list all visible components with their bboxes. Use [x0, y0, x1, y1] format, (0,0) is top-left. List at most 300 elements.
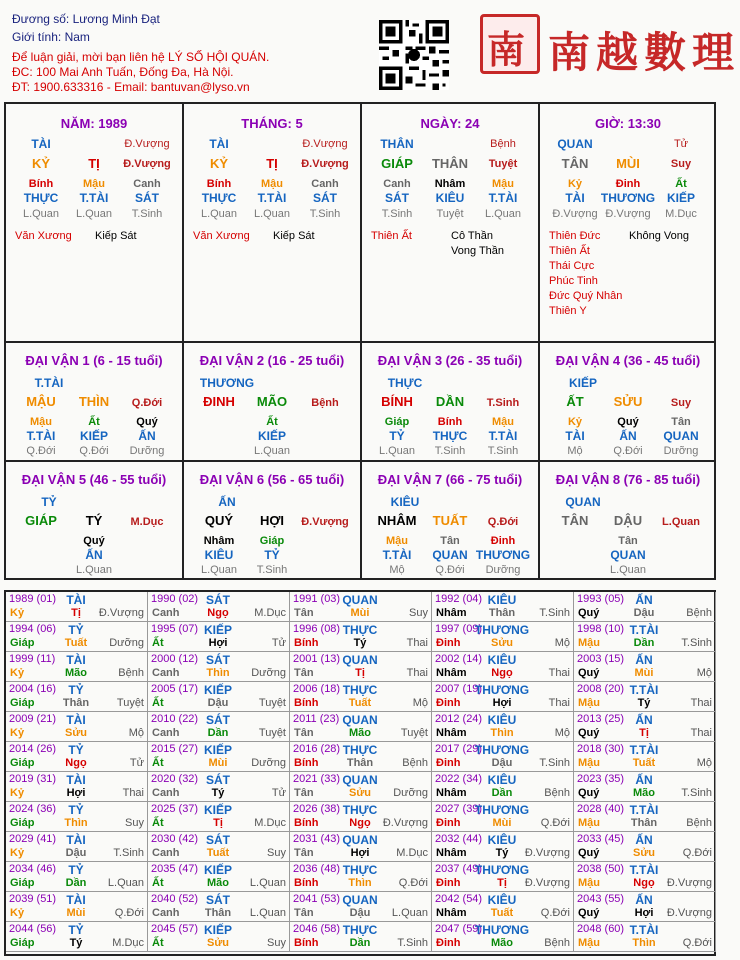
year-phase: Q.Đới — [682, 847, 712, 859]
row-divider — [4, 341, 716, 343]
hidden-phase: M.Dục — [665, 208, 697, 220]
year-chi: Tý — [69, 937, 83, 949]
year-chi: Thân — [488, 607, 516, 619]
year-cell — [290, 772, 432, 802]
year-label: 1999 (11) — [9, 653, 56, 665]
dai-van-hidden-god: ẤN — [619, 429, 637, 443]
year-label: 1990 (02) — [151, 593, 199, 605]
dai-van-hidden-can: Đinh — [490, 535, 516, 547]
year-can: Mậu — [578, 877, 600, 889]
dai-van-hidden-phase: L.Quan — [75, 564, 113, 576]
year-cell — [290, 892, 432, 922]
year-can: Giáp — [10, 697, 35, 709]
year-cell — [432, 712, 574, 742]
hidden-can: Bính — [206, 178, 232, 190]
year-chi: Mão — [491, 937, 513, 949]
dai-van-god: THƯƠNG — [199, 376, 255, 390]
year-cell — [148, 832, 290, 862]
year-god: THỰC — [342, 923, 378, 937]
year-chi: Ngọ — [65, 757, 87, 769]
year-can: Kỷ — [10, 607, 25, 619]
year-phase: M.Dục — [254, 817, 286, 829]
year-label: 2020 (32) — [151, 773, 199, 785]
dai-van-chi: DẬU — [613, 513, 643, 528]
dai-van-hidden-phase: Dưỡng — [129, 445, 165, 457]
year-cell — [6, 862, 148, 892]
year-phase: Thai — [548, 667, 570, 679]
pillar-phase: Đ.Vượng — [301, 158, 349, 170]
dai-van-hidden-god: KIẾP — [79, 429, 109, 443]
year-chi: Hợi — [66, 787, 86, 799]
year-can: Tân — [294, 727, 314, 739]
year-phase: M.Dục — [254, 607, 286, 619]
year-cell — [574, 712, 716, 742]
hidden-god: T.TÀI — [257, 191, 287, 205]
year-phase: Mộ — [696, 667, 712, 679]
dai-van-hidden-can: Kỷ — [567, 416, 583, 428]
pillar-than-god: TÀI — [209, 137, 229, 151]
year-cell — [574, 592, 716, 622]
year-phase: Q.Đới — [540, 817, 570, 829]
year-phase: Dưỡng — [251, 667, 286, 679]
pillar-phase: Suy — [670, 158, 692, 170]
dai-van-hidden-god: ẤN — [85, 548, 103, 562]
pillar-chi: THÂN — [431, 156, 469, 171]
year-chi: Tuất — [64, 637, 88, 649]
dai-van-hidden-can: Tân — [618, 535, 638, 547]
year-label: 2037 (49) — [435, 863, 483, 875]
dai-van-title: ĐẠI VẬN 6 (56 - 65 tuổi) — [199, 472, 345, 487]
pillar-than-god: QUAN — [557, 137, 593, 151]
year-phase: Suy — [267, 937, 286, 949]
year-chi: Tuất — [490, 907, 514, 919]
year-chi: Thìn — [632, 937, 656, 949]
year-label: 2032 (44) — [435, 833, 483, 845]
year-can: Ất — [152, 877, 164, 889]
year-can: Đinh — [436, 937, 461, 949]
year-can: Kỷ — [10, 727, 25, 739]
dai-van-chi: THÌN — [78, 394, 110, 409]
year-god: ẤN — [635, 713, 653, 727]
year-label: 1989 (01) — [9, 593, 57, 605]
pillar-chi-god: Bệnh — [490, 138, 516, 150]
dai-van-hidden-god: KIẾP — [257, 429, 287, 443]
year-cell — [290, 682, 432, 712]
year-phase: Thai — [690, 727, 712, 739]
year-cell — [432, 622, 574, 652]
year-can: Tân — [294, 847, 314, 859]
hidden-can: Canh — [383, 178, 411, 190]
year-label: 2033 (45) — [577, 833, 625, 845]
year-chi: Thân — [62, 697, 90, 709]
year-god: TỶ — [68, 803, 84, 817]
dai-van-chi: HỢI — [259, 513, 285, 528]
year-chi: Dậu — [65, 847, 87, 859]
year-phase: Q.Đới — [682, 937, 712, 949]
pillar-chi: MÙI — [616, 156, 640, 171]
year-chi: Hợi — [350, 847, 370, 859]
hidden-god: KIÊU — [435, 191, 465, 205]
year-can: Canh — [152, 667, 180, 679]
year-phase: T.Sinh — [113, 847, 144, 859]
year-cell — [574, 682, 716, 712]
hidden-god: SÁT — [313, 191, 337, 205]
gioi-tinh-value: Nam — [64, 30, 90, 44]
year-chi: Tý — [211, 787, 225, 799]
dai-van-hidden-phase: L.Quan — [200, 564, 238, 576]
year-label: 2003 (15) — [577, 653, 625, 665]
pillar-chi: TỊ — [266, 156, 278, 171]
dai-van-phase: T.Sinh — [486, 397, 520, 409]
year-label: 2036 (48) — [293, 863, 341, 875]
hidden-can: Mậu — [492, 178, 514, 190]
year-phase: Mộ — [412, 697, 428, 709]
year-phase: Bệnh — [118, 667, 144, 679]
year-label: 2030 (42) — [151, 833, 199, 845]
dai-van-can: QUÝ — [204, 513, 234, 528]
year-god: KIẾP — [203, 623, 233, 637]
year-phase: Bệnh — [544, 787, 570, 799]
year-god: QUAN — [342, 773, 378, 787]
year-label: 2025 (37) — [151, 803, 199, 815]
year-label: 2017 (29) — [435, 743, 483, 755]
pillar-than-god: THÂN — [380, 137, 414, 151]
dai-van-chi: TUẤT — [432, 513, 468, 528]
year-god: KIÊU — [487, 653, 517, 667]
year-can: Ất — [152, 637, 164, 649]
year-can: Mậu — [578, 697, 600, 709]
year-god: QUAN — [342, 593, 378, 607]
year-chi: Tuất — [348, 697, 372, 709]
year-god: T.TÀI — [629, 683, 659, 697]
dai-van-can: MẬU — [26, 394, 56, 409]
year-cell — [432, 832, 574, 862]
year-phase: Tuyệt — [258, 697, 286, 709]
year-can: Canh — [152, 607, 180, 619]
year-label: 2002 (14) — [435, 653, 483, 665]
year-chi: Hợi — [634, 907, 654, 919]
year-phase: Đ.Vượng — [382, 817, 428, 829]
year-phase: Thai — [122, 787, 144, 799]
year-label: 2034 (46) — [9, 863, 57, 875]
pillar-can: KỶ — [31, 156, 51, 171]
year-can: Ất — [152, 817, 164, 829]
pillar-phase: Đ.Vượng — [123, 158, 171, 170]
dai-van-hidden-phase: Q.Đới — [26, 445, 56, 457]
year-label: 2040 (52) — [151, 893, 199, 905]
year-chi: Mão — [65, 667, 87, 679]
year-label: 2010 (22) — [151, 713, 199, 725]
year-god: TỶ — [68, 623, 84, 637]
year-god: SÁT — [206, 593, 230, 607]
year-cell — [432, 802, 574, 832]
year-label: 2018 (30) — [577, 743, 625, 755]
address-line: ĐC: 100 Mai Anh Tuấn, Đống Đa, Hà Nội. — [12, 65, 234, 79]
hidden-phase: Tuyệt — [436, 208, 464, 220]
year-cell — [6, 742, 148, 772]
dai-van-hidden-god: TỶ — [264, 548, 280, 562]
year-god: TÀI — [66, 893, 86, 907]
dai-van-phase: L.Quan — [662, 516, 700, 528]
year-god: ẤN — [635, 593, 653, 607]
dai-van-chi: MÃO — [256, 394, 288, 409]
year-cell — [574, 742, 716, 772]
year-phase: Tuyệt — [258, 727, 286, 739]
duong-so: Đương số: Lương Minh Đạt — [12, 12, 160, 26]
hidden-god: SÁT — [385, 191, 409, 205]
year-phase: Đ.Vượng — [98, 607, 144, 619]
year-cell — [290, 832, 432, 862]
year-god: T.TÀI — [629, 863, 659, 877]
year-can: Nhâm — [436, 907, 467, 919]
year-label: 2001 (13) — [293, 653, 341, 665]
pillar-phase: Tuyệt — [488, 158, 518, 170]
hidden-can: Mậu — [261, 178, 283, 190]
dai-van-can: TÂN — [561, 513, 589, 528]
star-name: Kiếp Sát — [95, 230, 137, 242]
dai-van-can: GIÁP — [25, 513, 57, 528]
dai-van-hidden-god: QUAN — [663, 429, 699, 443]
year-label: 2045 (57) — [151, 923, 199, 935]
year-phase: Dưỡng — [393, 787, 428, 799]
year-can: Quý — [578, 607, 600, 619]
dai-van-hidden-can: Tân — [440, 535, 460, 547]
dai-van-hidden-phase: Dưỡng — [485, 564, 521, 576]
year-cell — [574, 652, 716, 682]
year-can: Canh — [152, 727, 180, 739]
year-cell — [148, 712, 290, 742]
year-god: THỰC — [342, 803, 378, 817]
year-god: THỰC — [342, 683, 378, 697]
year-chi: Dậu — [349, 907, 371, 919]
star-name: Thiên Ất — [549, 245, 590, 257]
year-can: Bính — [294, 637, 319, 649]
year-god: TÀI — [66, 773, 86, 787]
year-chi: Dậu — [491, 757, 513, 769]
year-phase: Bệnh — [402, 757, 428, 769]
hidden-phase: T.Sinh — [381, 208, 413, 220]
year-phase: Đ.Vượng — [524, 877, 570, 889]
year-label: 2005 (17) — [151, 683, 199, 695]
phone-email-line: ĐT: 1900.633316 - Email: bantuvan@lyso.vn — [12, 80, 250, 94]
year-label: 2013 (25) — [577, 713, 625, 725]
year-phase: Suy — [409, 607, 428, 619]
year-cell — [6, 622, 148, 652]
year-label: 1993 (05) — [577, 593, 625, 605]
pillar-chi-god: Đ.Vượng — [124, 138, 170, 150]
year-can: Tân — [294, 907, 314, 919]
dai-van-hidden-phase: L.Quan — [609, 564, 647, 576]
year-chi: Sửu — [64, 727, 88, 739]
dai-van-title: ĐẠI VẬN 7 (66 - 75 tuổi) — [377, 472, 523, 487]
dai-van-god: KIẾP — [568, 376, 598, 390]
year-can: Tân — [294, 787, 314, 799]
year-can: Mậu — [578, 637, 600, 649]
dai-van-title: ĐẠI VẬN 5 (46 - 55 tuổi) — [21, 472, 167, 487]
year-cell — [148, 592, 290, 622]
dai-van-hidden-god: T.TÀI — [26, 429, 56, 443]
seal-char: 南 — [487, 27, 526, 72]
year-chi: Sửu — [632, 847, 656, 859]
year-label: 2024 (36) — [9, 803, 57, 815]
year-phase: Tử — [271, 637, 286, 649]
year-god: ẤN — [635, 653, 653, 667]
year-can: Bính — [294, 937, 319, 949]
hidden-god: THỰC — [23, 191, 59, 205]
year-can: Nhâm — [436, 667, 467, 679]
year-can: Ất — [152, 697, 164, 709]
year-god: TÀI — [66, 593, 86, 607]
year-chi: Tuất — [632, 757, 656, 769]
hidden-can: Canh — [133, 178, 161, 190]
year-cell — [148, 892, 290, 922]
year-god: SÁT — [206, 713, 230, 727]
year-chi: Dần — [349, 937, 371, 949]
year-can: Nhâm — [436, 787, 467, 799]
dai-van-god: T.TÀI — [34, 376, 64, 390]
year-cell — [6, 802, 148, 832]
dai-van-title: ĐẠI VẬN 4 (36 - 45 tuổi) — [555, 353, 701, 368]
year-cell — [148, 742, 290, 772]
year-phase: T.Sinh — [681, 787, 712, 799]
year-can: Nhâm — [436, 727, 467, 739]
hidden-phase: L.Quan — [22, 208, 60, 220]
year-label: 1995 (07) — [151, 623, 199, 635]
year-label: 2004 (16) — [9, 683, 57, 695]
hidden-can: Ất — [675, 178, 687, 190]
year-cell — [6, 712, 148, 742]
year-chi: Mão — [349, 727, 371, 739]
year-phase: M.Dục — [112, 937, 144, 949]
dai-van-phase: Q.Đới — [131, 397, 163, 409]
pillar-chi-god: Đ.Vượng — [302, 138, 348, 150]
year-god: KIÊU — [487, 593, 517, 607]
star-name: Vong Thần — [451, 245, 505, 257]
year-cell — [290, 922, 432, 952]
year-phase: Thai — [406, 667, 428, 679]
year-can: Canh — [152, 787, 180, 799]
year-phase: T.Sinh — [397, 937, 428, 949]
year-can: Canh — [152, 907, 180, 919]
year-label: 2016 (28) — [293, 743, 341, 755]
hidden-can: Đinh — [615, 178, 641, 190]
year-god: THƯƠNG — [474, 923, 530, 937]
year-can: Ất — [152, 757, 164, 769]
year-can: Nhâm — [436, 847, 467, 859]
year-phase: M.Dục — [396, 847, 428, 859]
dai-van-phase: Bệnh — [311, 397, 339, 409]
year-cell — [6, 772, 148, 802]
year-cell — [6, 922, 148, 952]
row-divider — [4, 460, 716, 462]
year-label: 2035 (47) — [151, 863, 199, 875]
year-chi: Thìn — [348, 877, 372, 889]
year-label: 1991 (03) — [293, 593, 341, 605]
year-cell — [432, 772, 574, 802]
year-can: Quý — [578, 907, 600, 919]
year-cell — [6, 592, 148, 622]
year-god: T.TÀI — [629, 743, 659, 757]
gioi-tinh-label: Giới tính: — [12, 30, 62, 44]
pillar-chi: TỊ — [88, 156, 100, 171]
year-chi: Tuất — [206, 847, 230, 859]
year-label: 2022 (34) — [435, 773, 483, 785]
year-chi: Mùi — [208, 757, 228, 769]
year-god: THƯƠNG — [474, 623, 530, 637]
pillar-can: TÂN — [561, 156, 589, 171]
year-can: Ất — [152, 937, 164, 949]
dai-van-hidden-phase: T.Sinh — [256, 564, 288, 576]
year-cell — [432, 862, 574, 892]
year-label: 2041 (53) — [293, 893, 341, 905]
star-name: Thái Cực — [549, 260, 595, 272]
year-can: Kỷ — [10, 847, 25, 859]
year-cell — [574, 922, 716, 952]
year-can: Kỷ — [10, 787, 25, 799]
year-chi: Hợi — [492, 697, 512, 709]
year-phase: Tuyệt — [116, 697, 144, 709]
year-chi: Dần — [207, 727, 229, 739]
pillar-can: GIÁP — [381, 156, 413, 171]
year-chi: Mùi — [350, 607, 370, 619]
dai-van-hidden-can: Nhâm — [203, 535, 235, 547]
year-god: THỰC — [342, 863, 378, 877]
dai-van-can: NHÂM — [377, 513, 417, 528]
hidden-can: Kỷ — [567, 178, 583, 190]
year-god: KIẾP — [203, 863, 233, 877]
dai-van-hidden-phase: Q.Đới — [435, 564, 465, 576]
dai-van-hidden-phase: Mộ — [389, 564, 405, 576]
year-can: Đinh — [436, 877, 461, 889]
year-chi: Tị — [355, 667, 365, 679]
year-god: KIÊU — [487, 833, 517, 847]
year-can: Nhâm — [436, 607, 467, 619]
year-god: QUAN — [342, 653, 378, 667]
year-label: 1992 (04) — [435, 593, 483, 605]
year-phase: Thai — [406, 637, 428, 649]
year-god: TỶ — [68, 743, 84, 757]
year-chi: Sửu — [348, 787, 372, 799]
year-chi: Dần — [65, 877, 87, 889]
year-label: 2000 (12) — [151, 653, 199, 665]
hidden-phase: L.Quan — [200, 208, 238, 220]
dai-van-hidden-god: ẤN — [138, 429, 156, 443]
year-god: KIẾP — [203, 803, 233, 817]
hidden-phase: L.Quan — [484, 208, 522, 220]
year-chi: Dậu — [633, 607, 655, 619]
dai-van-hidden-phase: Q.Đới — [613, 445, 643, 457]
year-cell — [574, 832, 716, 862]
year-can: Đinh — [436, 697, 461, 709]
year-label: 2028 (40) — [577, 803, 625, 815]
hidden-god: THỰC — [201, 191, 237, 205]
year-phase: T.Sinh — [539, 757, 570, 769]
year-god: SÁT — [206, 893, 230, 907]
hidden-can: Mậu — [83, 178, 105, 190]
year-chi: Ngọ — [491, 667, 513, 679]
year-god: ẤN — [635, 773, 653, 787]
year-label: 2038 (50) — [577, 863, 625, 875]
year-god: KIÊU — [487, 773, 517, 787]
year-cell — [574, 622, 716, 652]
dai-van-phase: M.Dục — [130, 516, 164, 528]
dai-van-hidden-can: Quý — [83, 535, 105, 547]
gioi-tinh — [12, 30, 90, 44]
year-label: 2011 (23) — [293, 713, 340, 725]
year-chi: Ngọ — [349, 817, 371, 829]
dai-van-chi: SỬU — [613, 394, 643, 409]
dai-van-phase: Suy — [670, 397, 692, 409]
